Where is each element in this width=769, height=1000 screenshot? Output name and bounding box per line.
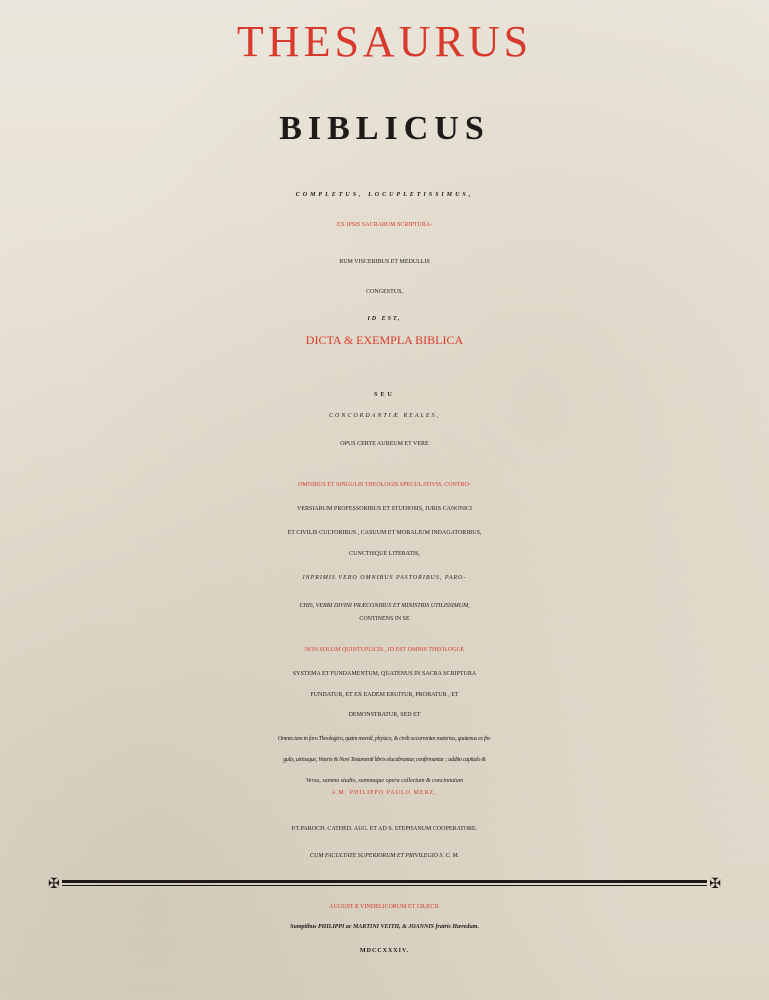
title-line-omnibus: OMNIBUS ET SINGULIS THEOLOGIS SPECULATIVIS, CONTRO- [298,482,471,488]
title-line-literatis: CUNCTISQUE LITERATIS, [349,551,420,557]
privilege-line: CUM FACULTATE SUPERIORUM ET PRIVILEGIO S. C. M. [310,853,459,859]
title-line-fundatur: FUNDATUR, ET EX EADEM ERUITUR, PROBATUR , ET [310,692,459,698]
body-line-gulis: gulis, utriusque, Veteris & Novi Testamenti libris elucubrantur, confirmantur ; addito capitulo & [283,757,486,763]
subtitle-biblicus: BIBLICUS [279,110,490,147]
main-title: THESAURUS [236,17,533,66]
body-line-omnes: Omnes tam in foro Theologico, quàm morali, physico, & civili occurrentes materias, quatenus ex fin- [277,736,492,742]
title-line-pastoribus: INPRIMIS VERO OMNIBUS PASTORIBUS, PARO- [302,575,467,581]
author-line: à M. PHILIPPO PAULO MERZ, [332,790,437,796]
title-line-id-est: ID EST, [367,316,402,322]
title-line-visceribus: RUM VISCERIBUS ET MEDULLIS [339,259,430,265]
title-line-systema: SYSTEMA ET FUNDAMENTUM, QUATENUS IN SACRA SCRIPTURA [292,671,477,677]
title-line-completus: COMPLETUS, LOCUPLETISSIMUS, [295,192,474,198]
ornamental-rule [48,878,721,890]
title-line-demonstratur: DEMONSTRATUR, SED ET [348,712,421,718]
title-line-concordantiae: CONCORDANTIÆ REALES, [328,413,440,419]
title-line-quintuplicis: NON SOLUM QUINTUPLICIS , ID EST OMNIS THEOLOGIÆ [304,647,465,653]
imprint-publisher: Sumptibus PHILIPPI ac MARTINI VEITH, & JOANNIS fratris Hæredum. [290,924,479,930]
title-line-civilis: ET CIVILIS CULTORIBUS , CASUUM ET MORALIUM INDAGATORIBUS, [287,530,482,536]
imprint-date: MDCCXXXIV. [359,948,410,954]
title-line-seu: SEU [374,392,395,398]
imprint-place: AUGUSTÆ VINDELICORUM ET GRÆCII. [329,904,440,910]
title-line-opus: OPUS CERTE AUREUM ET VERE [340,441,429,447]
title-line-dicta-exempla: DICTA & EXEMPLA BIBLICA [305,333,464,347]
rule-thick-line [62,880,707,883]
title-line-sacrarum: EX IPSIS SACRARUM SCRIPTURA- [336,222,433,228]
author-office-line: P.T.PAROCH. CATHED. AUG. ET AD S. STEPHANUM COOPERATORE. [291,826,478,832]
ornament-left-icon: ✠ [48,877,60,892]
title-line-praeconibus: CHIS, VERBI DIVINI PRÆCONIBUS ET MINISTRIS UTILISSIMUM, [299,603,470,609]
body-line-versu: Versu, summo studio, summaque opera collectum & concinnatum [305,778,464,784]
title-line-versiarum: VERSIARUM PROFESSORIBUS ET STUDIOSIS, JURIS CANONICI [297,506,472,512]
title-line-congestus: CONGESTUS, [366,289,403,295]
title-line-continens: CONTINENS IN SE [359,616,410,622]
rule-thin-line [62,885,707,886]
ornament-right-icon: ✠ [709,877,721,892]
